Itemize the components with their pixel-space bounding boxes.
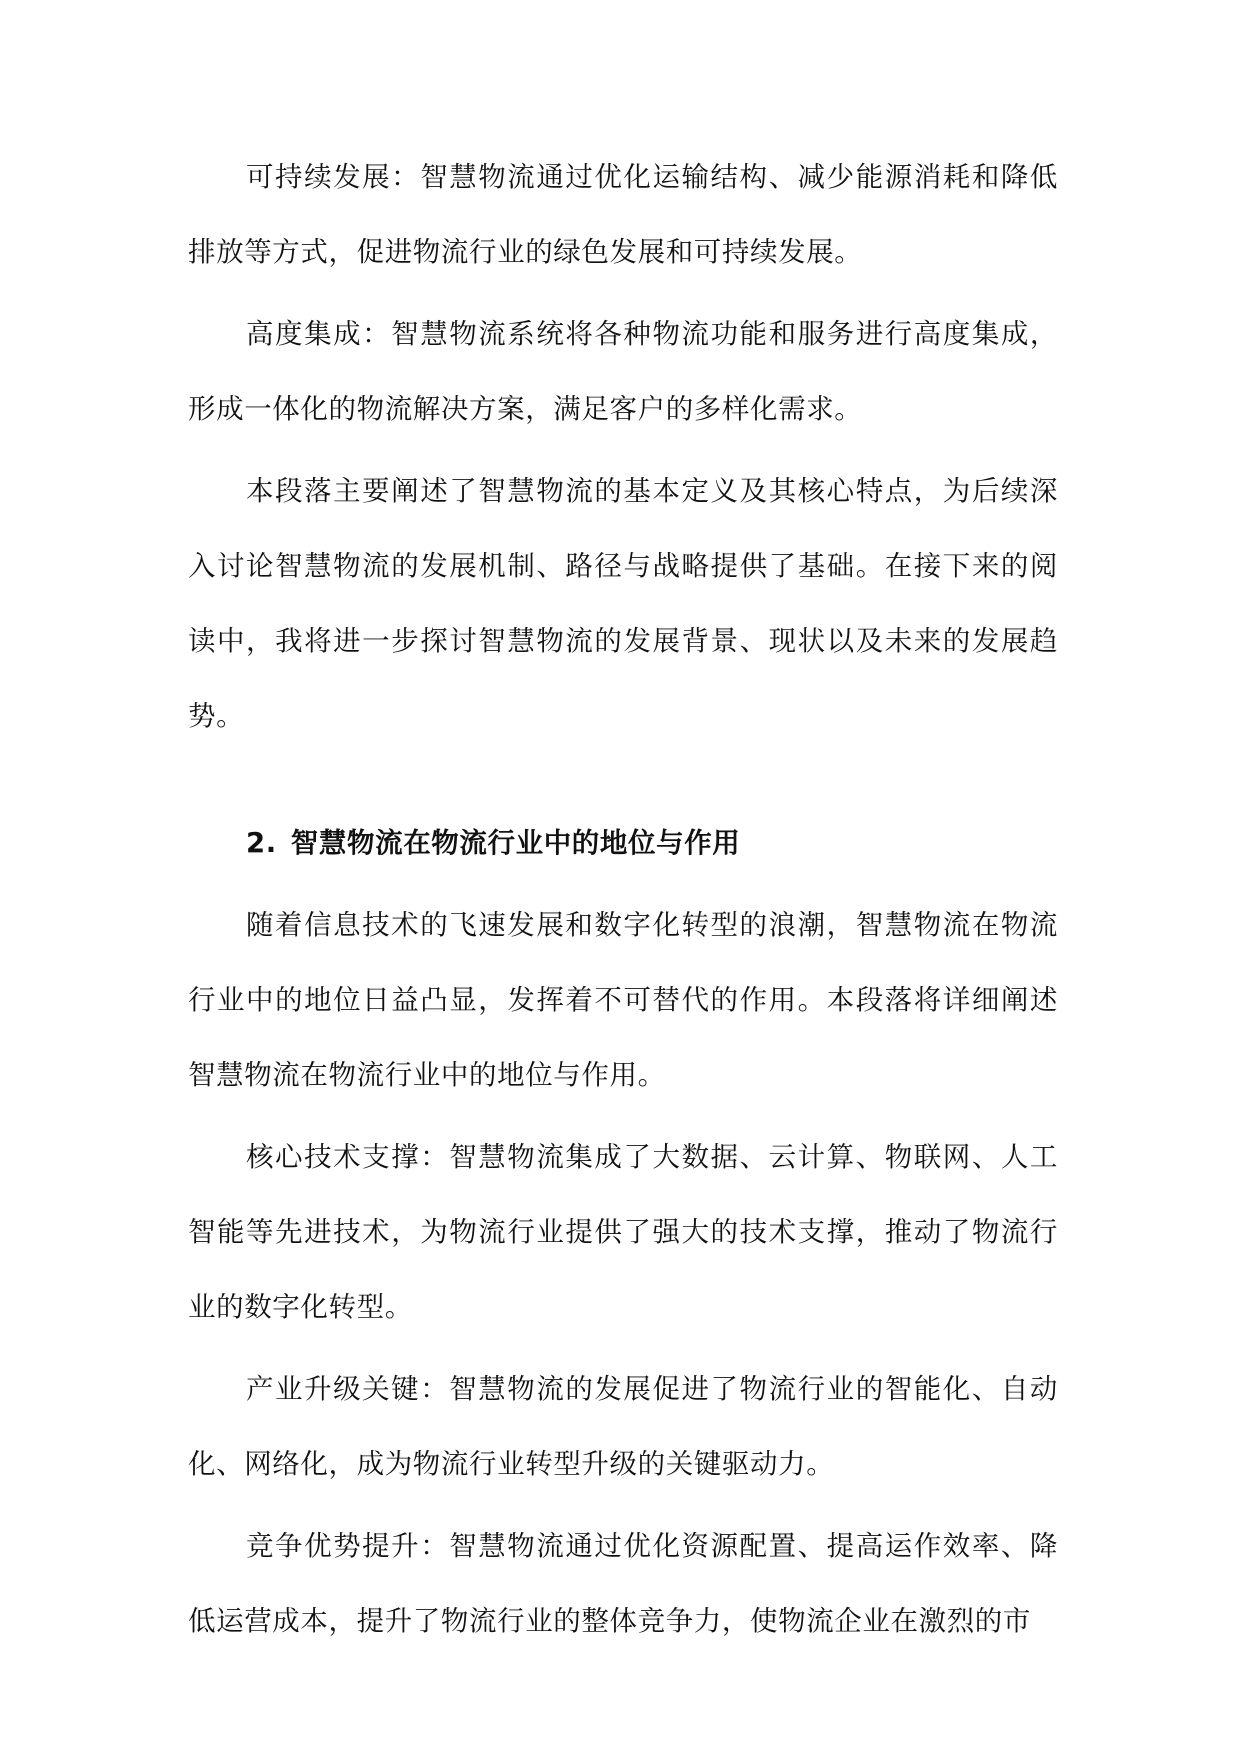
paragraph-sustainable-development: 可持续发展：智慧物流通过优化运输结构、减少能源消耗和降低排放等方式，促进物流行业的绿色发展和可持续发展。 — [188, 161, 1058, 268]
section-heading — [188, 806, 1058, 881]
paragraph-summary: 本段落主要阐述了智慧物流的基本定义及其核心特点，为后续深入讨论智慧物流的发展机制、路径与战略提供了基础。在接下来的阅读中，我将进一步探讨智慧物流的发展背景、现状以及未来的发展趋势。 — [188, 475, 1058, 732]
section-number: 2. — [246, 827, 277, 859]
paragraph-competitive-advantage: 竞争优势提升：智慧物流通过优化资源配置、提高运作效率、降低运营成本，提升了物流行业的整体竞争力，使物流企业在激烈的市 — [188, 1530, 1058, 1637]
document-body — [188, 140, 1058, 1659]
paragraph-intro: 随着信息技术的飞速发展和数字化转型的浪潮，智慧物流在物流行业中的地位日益凸显，发挥着不可替代的作用。本段落将详细阐述智慧物流在物流行业中的地位与作用。 — [188, 909, 1058, 1091]
paragraph-industry-upgrade: 产业升级关键：智慧物流的发展促进了物流行业的智能化、自动化、网络化，成为物流行业转型升级的关键驱动力。 — [188, 1373, 1058, 1480]
paragraph-high-integration: 高度集成：智慧物流系统将各种物流功能和服务进行高度集成，形成一体化的物流解决方案，满足客户的多样化需求。 — [188, 318, 1058, 425]
paragraph-core-technology: 核心技术支撑：智慧物流集成了大数据、云计算、物联网、人工智能等先进技术，为物流行业提供了强大的技术支撑，推动了物流行业的数字化转型。 — [188, 1141, 1058, 1323]
section-title: 智慧物流在物流行业中的地位与作用 — [290, 827, 741, 859]
